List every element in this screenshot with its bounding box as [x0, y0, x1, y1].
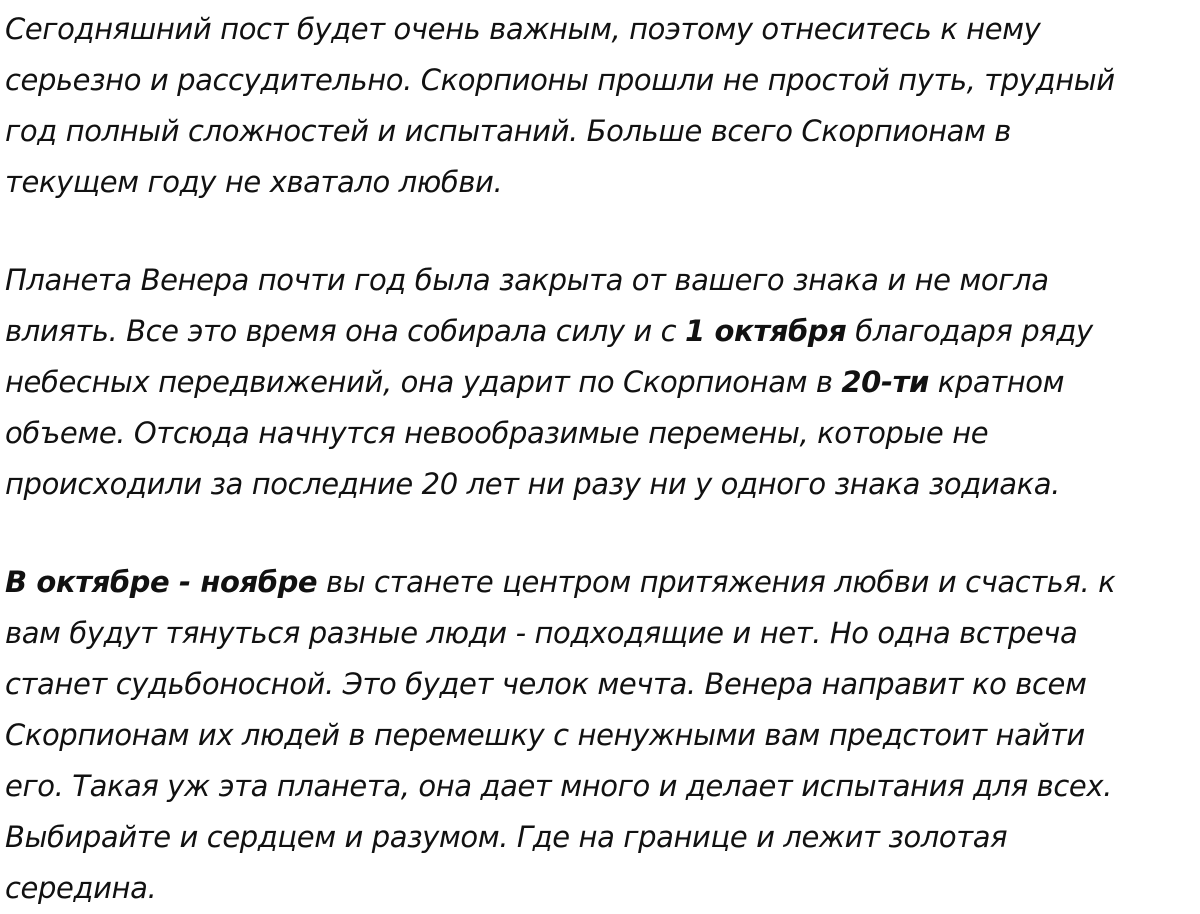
text-line	[5, 106, 1196, 157]
text-segment: благодаря ряду	[846, 314, 1093, 348]
text-segment: Сегодняшний пост будет очень важным, поэтому отнеситесь к нему	[5, 12, 1041, 46]
text-segment: текущем году не хватало любви.	[5, 165, 503, 199]
text-segment: вам будут тянуться разные люди - подходящие и нет. Но одна встреча	[5, 616, 1078, 650]
text-segment: вы станете центром притяжения любви и счастья. к	[317, 565, 1116, 599]
text-segment: Выбирайте и сердцем и разумом. Где на границе и лежит золотая	[5, 820, 1008, 854]
text-line	[5, 408, 1196, 459]
text-line	[5, 459, 1196, 510]
text-line	[5, 357, 1196, 408]
text-segment: Планета Венера почти год была закрыта от вашего знака и не могла	[5, 263, 1049, 297]
text-segment: середина.	[5, 871, 157, 905]
bold-date: 1 октября	[685, 314, 847, 348]
text-segment: его. Такая уж эта планета, она дает много и делает испытания для всех.	[5, 769, 1112, 803]
paragraph-2	[5, 255, 1196, 510]
text-line	[5, 255, 1196, 306]
text-line	[5, 157, 1196, 208]
text-line	[5, 710, 1196, 761]
text-segment: станет судьбоносной. Это будет челок мечта. Венера направит ко всем	[5, 667, 1087, 701]
text-segment: влиять. Все это время она собирала силу и с	[5, 314, 686, 348]
paragraph-1	[5, 4, 1196, 208]
bold-multiplier: 20-ти	[841, 365, 929, 399]
text-line	[5, 761, 1196, 812]
text-line	[5, 55, 1196, 106]
text-segment: кратном	[928, 365, 1065, 399]
text-segment: Скорпионам их людей в перемешку с ненужными вам предстоит найти	[5, 718, 1085, 752]
text-segment: год полный сложностей и испытаний. Больше всего Скорпионам в	[5, 114, 1011, 148]
text-segment: происходили за последние 20 лет ни разу ни у одного знака зодиака.	[5, 467, 1060, 501]
text-line	[5, 863, 1196, 914]
text-line	[5, 557, 1196, 608]
text-segment: объеме. Отсюда начнутся невообразимые перемены, которые не	[5, 416, 989, 450]
text-line	[5, 659, 1196, 710]
text-line	[5, 812, 1196, 863]
text-segment: небесных передвижений, она ударит по Скорпионам в	[5, 365, 842, 399]
text-line	[5, 608, 1196, 659]
text-line	[5, 4, 1196, 55]
text-segment: серьезно и рассудительно. Скорпионы прошли не простой путь, трудный	[5, 63, 1115, 97]
paragraph-3	[5, 557, 1196, 914]
text-line	[5, 306, 1196, 357]
bold-period: В октябре - ноябре	[5, 565, 318, 599]
